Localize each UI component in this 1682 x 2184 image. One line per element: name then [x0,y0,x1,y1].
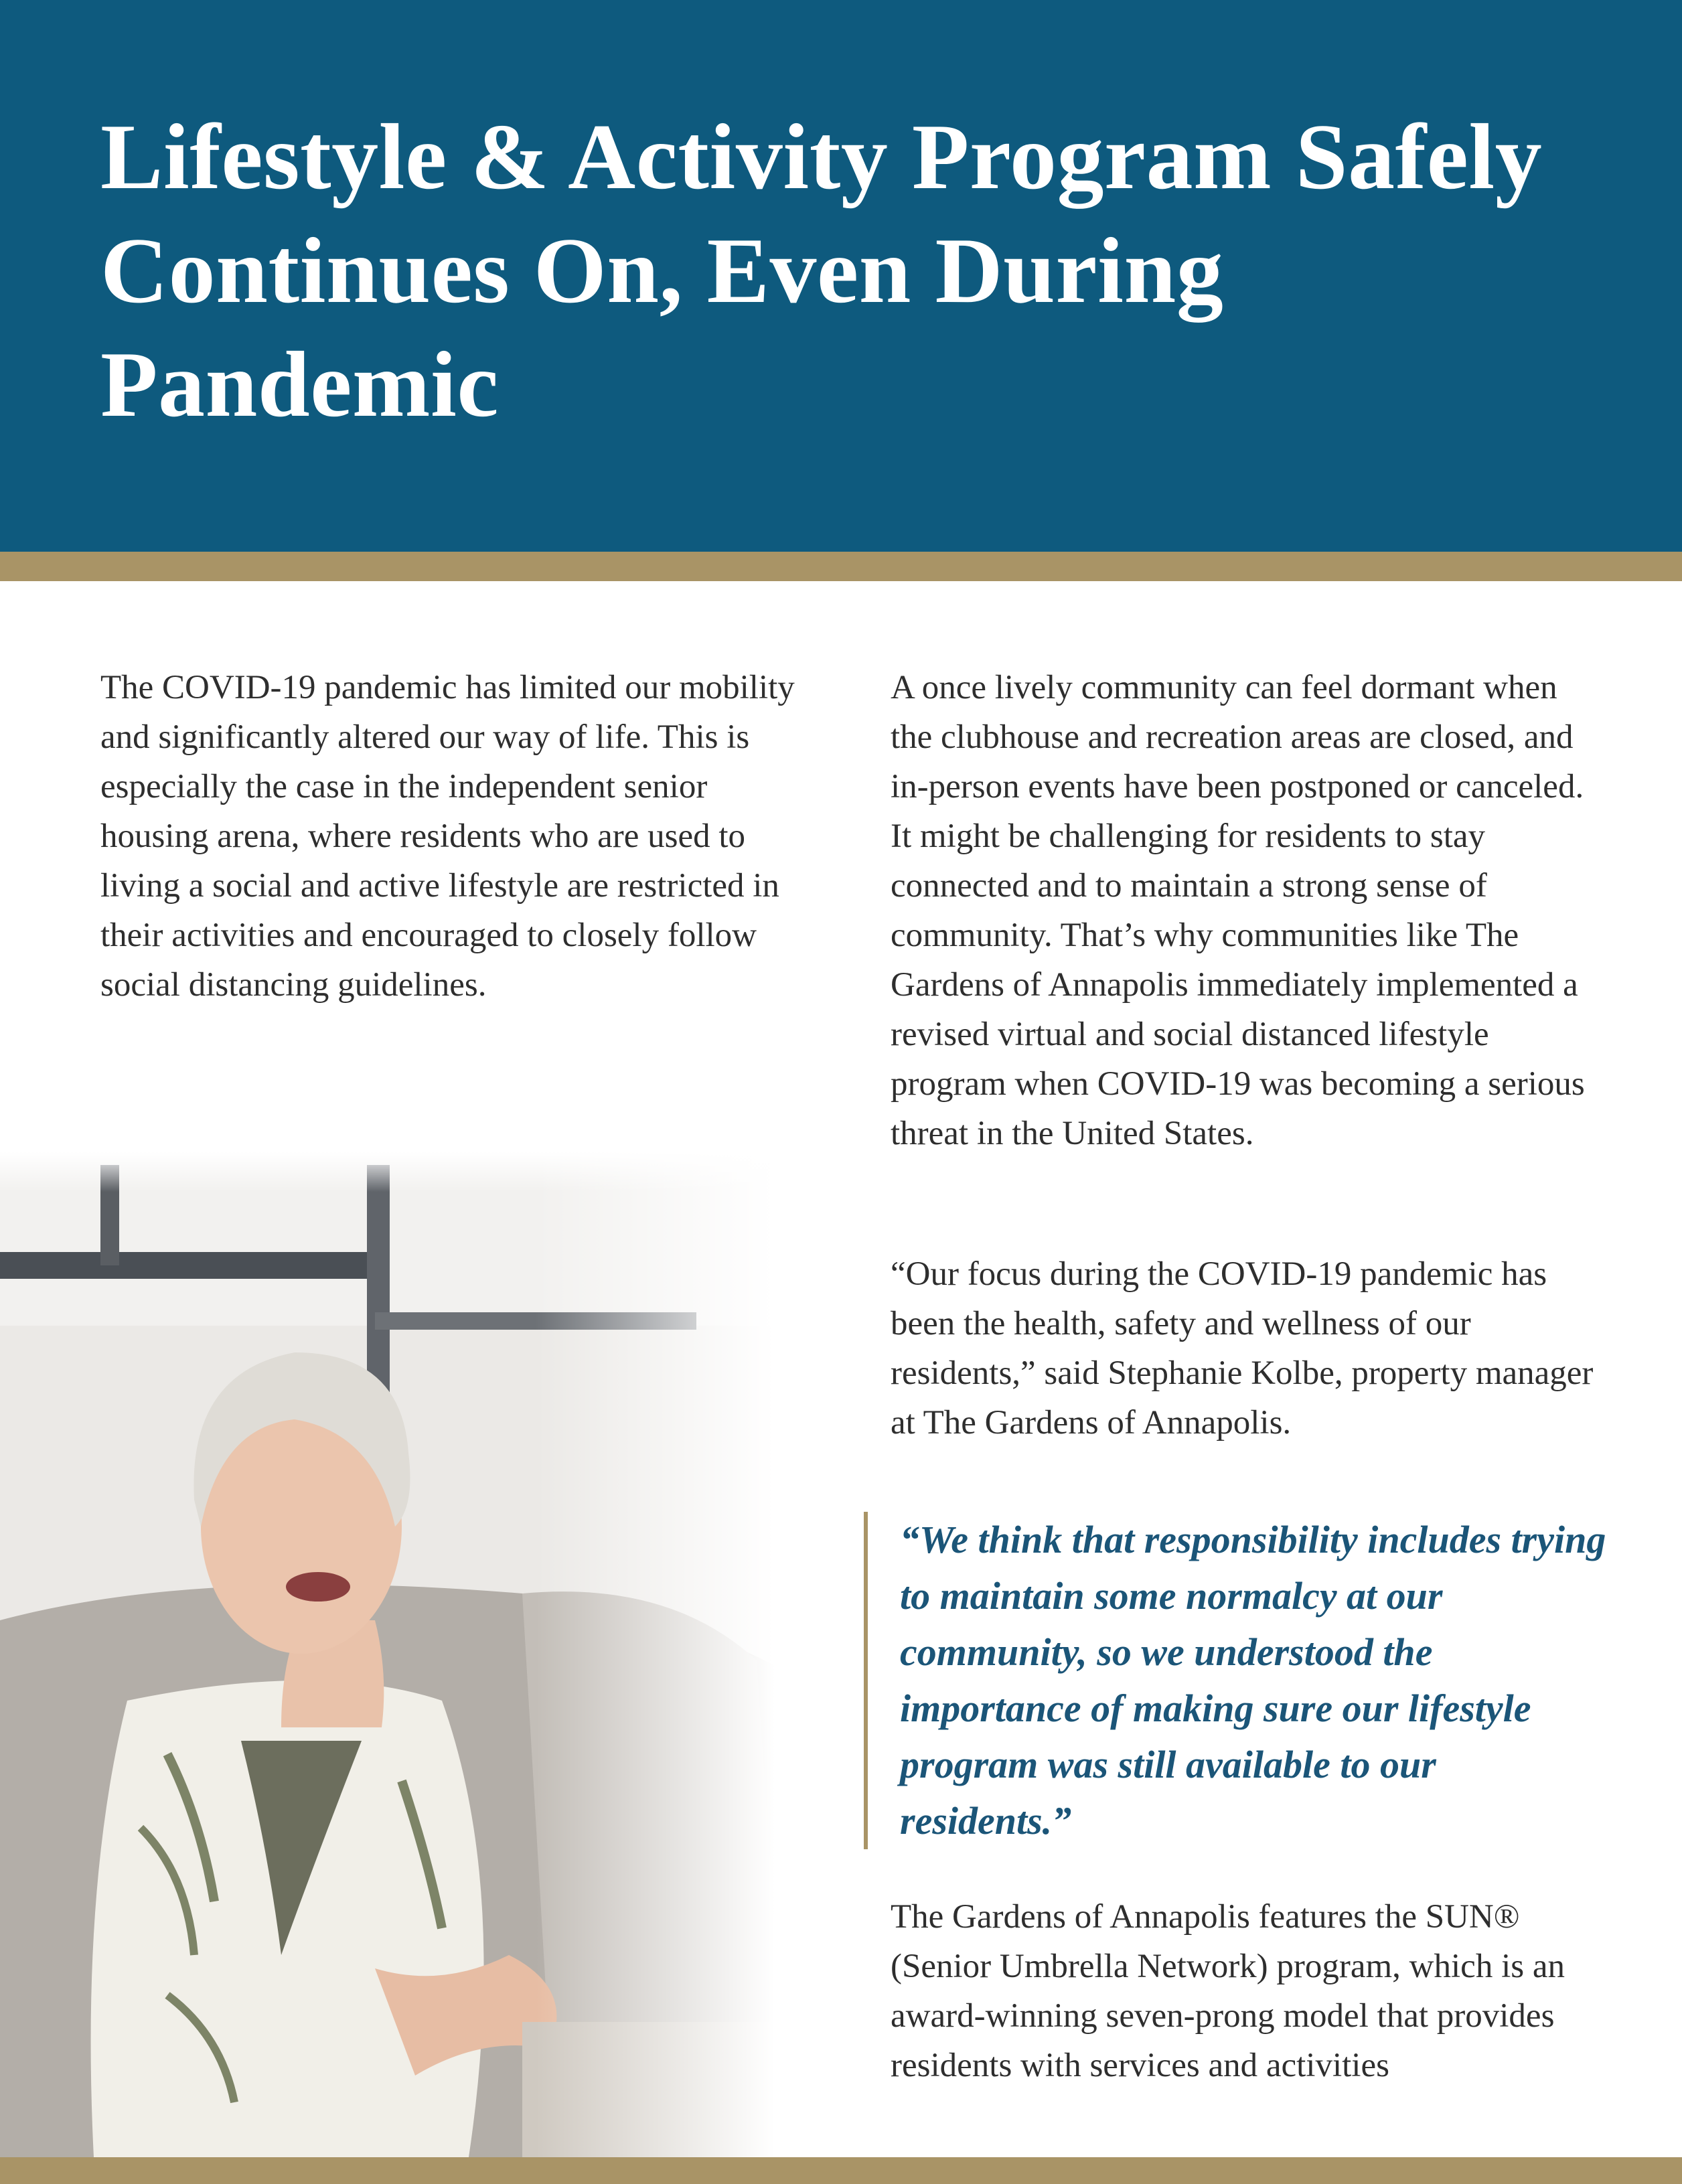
body-paragraph-2: A once lively community can feel dormant when the clubhouse and recreation areas are closed, and in-person events have been postponed or canceled. It might be challenging for residents to stay connected and to maintain a strong sense of community. That’s why communities like The Gardens of Annapolis immediately implemented a revised virtual and social distanced lifestyle program when COVID-19 was becoming a serious threat in the United States. [891,669,1585,1152]
pull-quote: “We think that responsibility includes trying to maintain some normalcy at our community, so we understood the importance of making sure our lifestyle program was still available to our residents.” [864,1512,1616,1849]
article-title: Lifestyle & Activity Program Safely Continues On, Even During Pandemic [100,105,1543,437]
header-banner [0,0,1682,552]
body-paragraph-1: The COVID-19 pandemic has limited our mobility and significantly altered our way of life. This is especially the case in the independent senior housing arena, where residents who are used to living a social and active lifestyle are restricted in their activities and encouraged to closely follow social distancing guidelines. [100,669,795,1004]
gold-footer-bar [0,2157,1682,2184]
photo-top-fade [0,1152,817,1192]
photo-fade-overlay [536,1152,817,2157]
gold-divider [0,552,1682,581]
body-paragraph-3: “Our focus during the COVID-19 pandemic has been the health, safety and wellness of our residents,” said Stephanie Kolbe, property manager at The Gardens of Annapolis. [891,1255,1594,1441]
resident-photo [0,1152,817,2157]
body-paragraph-4: The Gardens of Annapolis features the SUN® (Senior Umbrella Network) program, which is an award-winning seven-prong model that provides residents with services and activities [891,1898,1565,2084]
